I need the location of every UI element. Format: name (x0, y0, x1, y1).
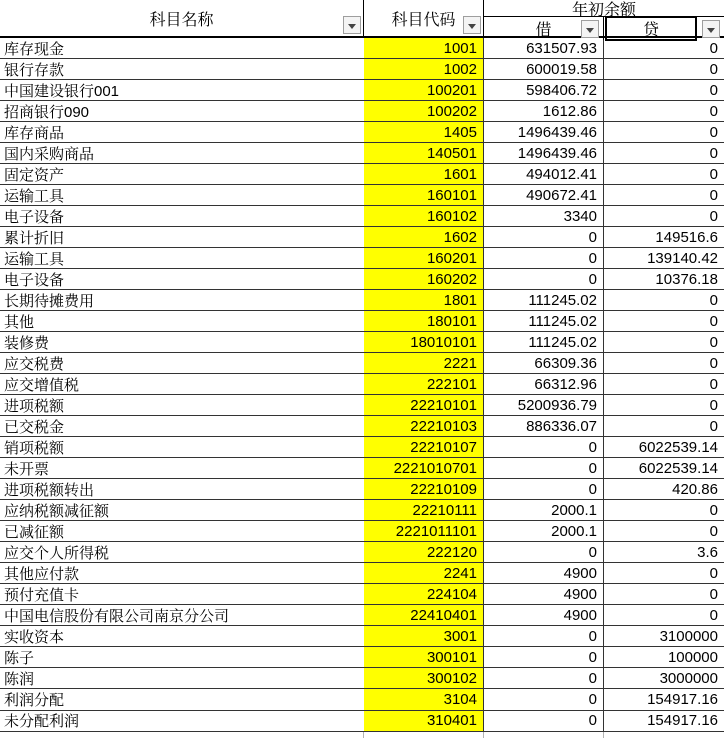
cell-debit[interactable]: 886336.07 (484, 416, 604, 436)
cell-debit[interactable]: 1496439.46 (484, 143, 604, 163)
table-row (0, 626, 724, 647)
cell-subject-code[interactable]: 1001 (364, 38, 484, 58)
cell-subject-name[interactable]: 陈子 (4, 649, 35, 667)
cell-subject-name[interactable]: 其他 (4, 313, 35, 331)
cell-credit[interactable]: 0 (709, 354, 718, 372)
table-row (0, 437, 724, 458)
cell-subject-name[interactable]: 未分配利润 (4, 713, 80, 731)
column-header-credit-label: 贷 (605, 16, 697, 41)
cell-debit[interactable]: 494012.41 (484, 164, 604, 184)
table-row (0, 227, 724, 248)
cell-subject-code[interactable]: 300101 (364, 647, 484, 667)
cell-subject-name[interactable]: 未开票 (4, 460, 50, 478)
cell-subject-code[interactable]: 2241 (364, 563, 484, 583)
partial-row-gridlines (0, 732, 724, 738)
cell-debit[interactable]: 111245.02 (484, 332, 604, 352)
table-row (0, 290, 724, 311)
gridline-stub (0, 732, 364, 738)
cell-debit[interactable]: 631507.93 (484, 38, 604, 58)
cell-credit[interactable]: 0 (709, 102, 718, 120)
cell-credit[interactable]: 3000000 (659, 669, 718, 687)
table-row (0, 689, 724, 710)
cell-credit[interactable]: 100000 (667, 648, 718, 666)
filter-dropdown-button-subject-code[interactable] (463, 16, 481, 34)
table-row (0, 479, 724, 500)
cell-credit[interactable]: 0 (709, 564, 718, 582)
cell-debit[interactable]: 0 (484, 479, 604, 499)
cell-subject-name[interactable]: 库存商品 (4, 124, 65, 142)
column-header-debit-label: 借 (535, 22, 552, 39)
cell-subject-code[interactable]: 100201 (364, 80, 484, 100)
cell-debit[interactable]: 111245.02 (484, 311, 604, 331)
table-row (0, 353, 724, 374)
table-row (0, 185, 724, 206)
cell-debit[interactable]: 4900 (484, 584, 604, 604)
table-row (0, 332, 724, 353)
cell-debit[interactable]: 66312.96 (484, 374, 604, 394)
cell-subject-name[interactable]: 利润分配 (4, 692, 65, 709)
cell-credit[interactable]: 0 (709, 606, 718, 624)
table-row (0, 584, 724, 605)
cell-subject-name[interactable]: 电子设备 (4, 208, 65, 226)
table-row (0, 269, 724, 290)
table-row (0, 563, 724, 584)
column-header-subject-name-label: 科目名称 (149, 11, 214, 29)
table-row (0, 374, 724, 395)
cell-subject-name[interactable]: 电子设备 (4, 271, 65, 289)
cell-subject-name[interactable]: 已交税金 (4, 418, 65, 436)
cell-subject-code[interactable]: 22210101 (364, 395, 484, 415)
cell-debit[interactable]: 0 (484, 458, 604, 478)
cell-debit[interactable]: 1496439.46 (484, 122, 604, 142)
table-row (0, 521, 724, 542)
cell-credit[interactable]: 139140.42 (647, 249, 718, 267)
cell-subject-code[interactable]: 3104 (364, 689, 484, 709)
cell-subject-code[interactable]: 222101 (364, 374, 484, 394)
column-header-subject-name[interactable] (0, 0, 364, 36)
cell-subject-code[interactable]: 300102 (364, 668, 484, 688)
cell-subject-name[interactable]: 运输工具 (4, 187, 65, 205)
table-row (0, 122, 724, 143)
table-row (0, 668, 724, 689)
cell-debit[interactable]: 0 (484, 227, 604, 247)
table-header (0, 0, 724, 38)
table-row (0, 101, 724, 122)
cell-debit[interactable]: 3340 (484, 206, 604, 226)
cell-credit[interactable]: 6022539.14 (638, 438, 718, 456)
table-row (0, 206, 724, 227)
table-row (0, 38, 724, 59)
cell-debit[interactable]: 0 (484, 248, 604, 268)
cell-subject-name[interactable]: 其他应付款 (4, 565, 80, 583)
cell-subject-name[interactable]: 实收资本 (4, 628, 65, 646)
table-row (0, 416, 724, 437)
cell-debit[interactable]: 0 (484, 269, 604, 289)
cell-credit[interactable]: 0 (709, 396, 718, 414)
cell-subject-code[interactable]: 180101 (364, 311, 484, 331)
cell-credit[interactable]: 0 (709, 186, 718, 204)
cell-subject-code[interactable]: 3001 (364, 626, 484, 646)
cell-debit[interactable]: 66309.36 (484, 353, 604, 373)
cell-credit[interactable]: 420.86 (672, 480, 718, 498)
cell-credit[interactable]: 0 (709, 144, 718, 162)
cell-credit[interactable]: 0 (709, 375, 718, 393)
table-row (0, 248, 724, 269)
cell-credit[interactable]: 3.6 (697, 543, 718, 561)
table-row (0, 164, 724, 185)
gridline-stub (364, 732, 484, 738)
table-row (0, 647, 724, 668)
cell-debit[interactable]: 1612.86 (484, 101, 604, 121)
cell-subject-name[interactable]: 应纳税额减征额 (4, 502, 110, 520)
cell-credit[interactable]: 0 (709, 417, 718, 435)
cell-credit[interactable]: 0 (709, 165, 718, 183)
gridline-stub (604, 732, 724, 738)
cell-subject-code[interactable]: 310401 (364, 711, 484, 731)
cell-subject-code[interactable]: 1602 (364, 227, 484, 247)
cell-subject-code[interactable]: 2221011101 (364, 521, 484, 541)
column-header-credit[interactable] (604, 17, 724, 40)
column-header-debit[interactable] (484, 17, 604, 40)
cell-credit[interactable]: 0 (709, 585, 718, 603)
cell-subject-name[interactable]: 进项税额 (4, 397, 65, 415)
cell-subject-name[interactable]: 进项税额转出 (4, 481, 95, 499)
cell-subject-code[interactable]: 2221010701 (364, 458, 484, 478)
cell-subject-code[interactable]: 222120 (364, 542, 484, 562)
cell-debit[interactable]: 0 (484, 711, 604, 731)
cell-credit[interactable]: 149516.6 (655, 228, 718, 246)
table-row (0, 605, 724, 626)
filter-dropdown-button-credit[interactable] (702, 20, 720, 38)
cell-subject-code[interactable]: 22210107 (364, 437, 484, 457)
table-row (0, 59, 724, 80)
cell-subject-name[interactable]: 陈润 (4, 670, 35, 688)
filter-dropdown-button-subject-name[interactable] (343, 16, 361, 34)
cell-subject-code[interactable]: 1601 (364, 164, 484, 184)
filter-dropdown-button-debit[interactable] (581, 20, 599, 38)
cell-subject-name[interactable]: 已减征额 (4, 523, 65, 541)
column-header-opening-balance-group (484, 0, 724, 39)
filter-dropdown-icon (348, 24, 356, 29)
cell-subject-name[interactable]: 应交个人所得税 (4, 544, 110, 562)
table-row (0, 711, 724, 732)
column-header-subject-code[interactable] (364, 0, 484, 36)
cell-subject-code[interactable]: 22410401 (364, 605, 484, 625)
cell-subject-code[interactable]: 160102 (364, 206, 484, 226)
cell-subject-code[interactable]: 1405 (364, 122, 484, 142)
cell-subject-code[interactable]: 22210111 (364, 500, 484, 520)
cell-subject-name[interactable]: 运输工具 (4, 250, 65, 268)
cell-debit[interactable]: 4900 (484, 563, 604, 583)
cell-subject-code[interactable]: 1002 (364, 59, 484, 79)
cell-subject-code[interactable]: 100202 (364, 101, 484, 121)
cell-credit[interactable]: 154917.16 (647, 712, 718, 729)
balance-subheader-row (484, 17, 724, 40)
cell-subject-name[interactable]: 应交税费 (4, 355, 65, 373)
cell-subject-name[interactable]: 装修费 (4, 334, 50, 352)
cell-subject-code[interactable]: 18010101 (364, 332, 484, 352)
cell-subject-code[interactable]: 1801 (364, 290, 484, 310)
cell-debit[interactable]: 0 (484, 689, 604, 709)
cell-debit[interactable]: 0 (484, 626, 604, 646)
cell-debit[interactable]: 0 (484, 542, 604, 562)
cell-credit[interactable]: 0 (709, 207, 718, 225)
cell-subject-name[interactable]: 累计折旧 (4, 229, 65, 247)
table-row (0, 311, 724, 332)
cell-subject-name[interactable]: 中国建设银行001 (4, 82, 120, 100)
cell-credit[interactable]: 6022539.14 (638, 459, 718, 477)
gridline-stub (484, 732, 604, 738)
cell-credit[interactable]: 0 (709, 312, 718, 330)
cell-credit[interactable]: 0 (709, 333, 718, 351)
cell-subject-name[interactable]: 长期待摊费用 (4, 292, 95, 310)
cell-subject-name[interactable]: 应交增值税 (4, 376, 80, 394)
cell-credit[interactable]: 154917.16 (647, 690, 718, 708)
cell-credit[interactable]: 10376.18 (655, 270, 718, 288)
cell-debit[interactable]: 111245.02 (484, 290, 604, 310)
cell-subject-name[interactable]: 银行存款 (4, 61, 65, 79)
cell-debit[interactable]: 490672.41 (484, 185, 604, 205)
table-body (0, 38, 724, 732)
cell-subject-code[interactable]: 224104 (364, 584, 484, 604)
cell-credit[interactable]: 0 (709, 522, 718, 540)
cell-debit[interactable]: 2000.1 (484, 521, 604, 541)
cell-subject-code[interactable]: 2221 (364, 353, 484, 373)
cell-credit[interactable]: 0 (709, 39, 718, 57)
cell-subject-name[interactable]: 国内采购商品 (4, 145, 95, 163)
filter-dropdown-icon (707, 28, 715, 33)
table-row (0, 500, 724, 521)
cell-debit[interactable]: 0 (484, 647, 604, 667)
column-header-subject-code-label: 科目代码 (391, 11, 456, 29)
table-row (0, 143, 724, 164)
cell-subject-code[interactable]: 22210103 (364, 416, 484, 436)
column-header-opening-balance[interactable] (484, 0, 724, 17)
table-row (0, 458, 724, 479)
cell-subject-code[interactable]: 160202 (364, 269, 484, 289)
column-header-opening-balance-label: 年初余额 (571, 1, 636, 19)
cell-subject-name[interactable]: 预付充值卡 (4, 586, 80, 604)
cell-credit[interactable]: 3100000 (659, 627, 718, 645)
filter-dropdown-icon (586, 28, 594, 33)
cell-subject-code[interactable]: 22210109 (364, 479, 484, 499)
table-row (0, 80, 724, 101)
cell-debit[interactable]: 0 (484, 668, 604, 688)
cell-debit[interactable]: 600019.58 (484, 59, 604, 79)
cell-subject-name[interactable]: 库存现金 (4, 40, 65, 58)
table-row (0, 395, 724, 416)
cell-debit[interactable]: 4900 (484, 605, 604, 625)
cell-credit[interactable]: 0 (709, 60, 718, 78)
filter-dropdown-icon (468, 24, 476, 29)
cell-subject-name[interactable]: 招商银行090 (4, 103, 90, 121)
cell-debit[interactable]: 5200936.79 (484, 395, 604, 415)
cell-credit[interactable]: 0 (709, 501, 718, 519)
cell-subject-code[interactable]: 160101 (364, 185, 484, 205)
cell-subject-name[interactable]: 中国电信股份有限公司南京分公司 (4, 607, 230, 625)
cell-subject-name[interactable]: 固定资产 (4, 166, 65, 184)
cell-credit[interactable]: 0 (709, 81, 718, 99)
cell-credit[interactable]: 0 (709, 291, 718, 309)
cell-subject-code[interactable]: 160201 (364, 248, 484, 268)
table-row (0, 542, 724, 563)
cell-debit[interactable]: 598406.72 (484, 80, 604, 100)
cell-debit[interactable]: 0 (484, 437, 604, 457)
cell-credit[interactable]: 0 (709, 123, 718, 141)
cell-subject-code[interactable]: 140501 (364, 143, 484, 163)
cell-subject-name[interactable]: 销项税额 (4, 439, 65, 457)
cell-debit[interactable]: 2000.1 (484, 500, 604, 520)
